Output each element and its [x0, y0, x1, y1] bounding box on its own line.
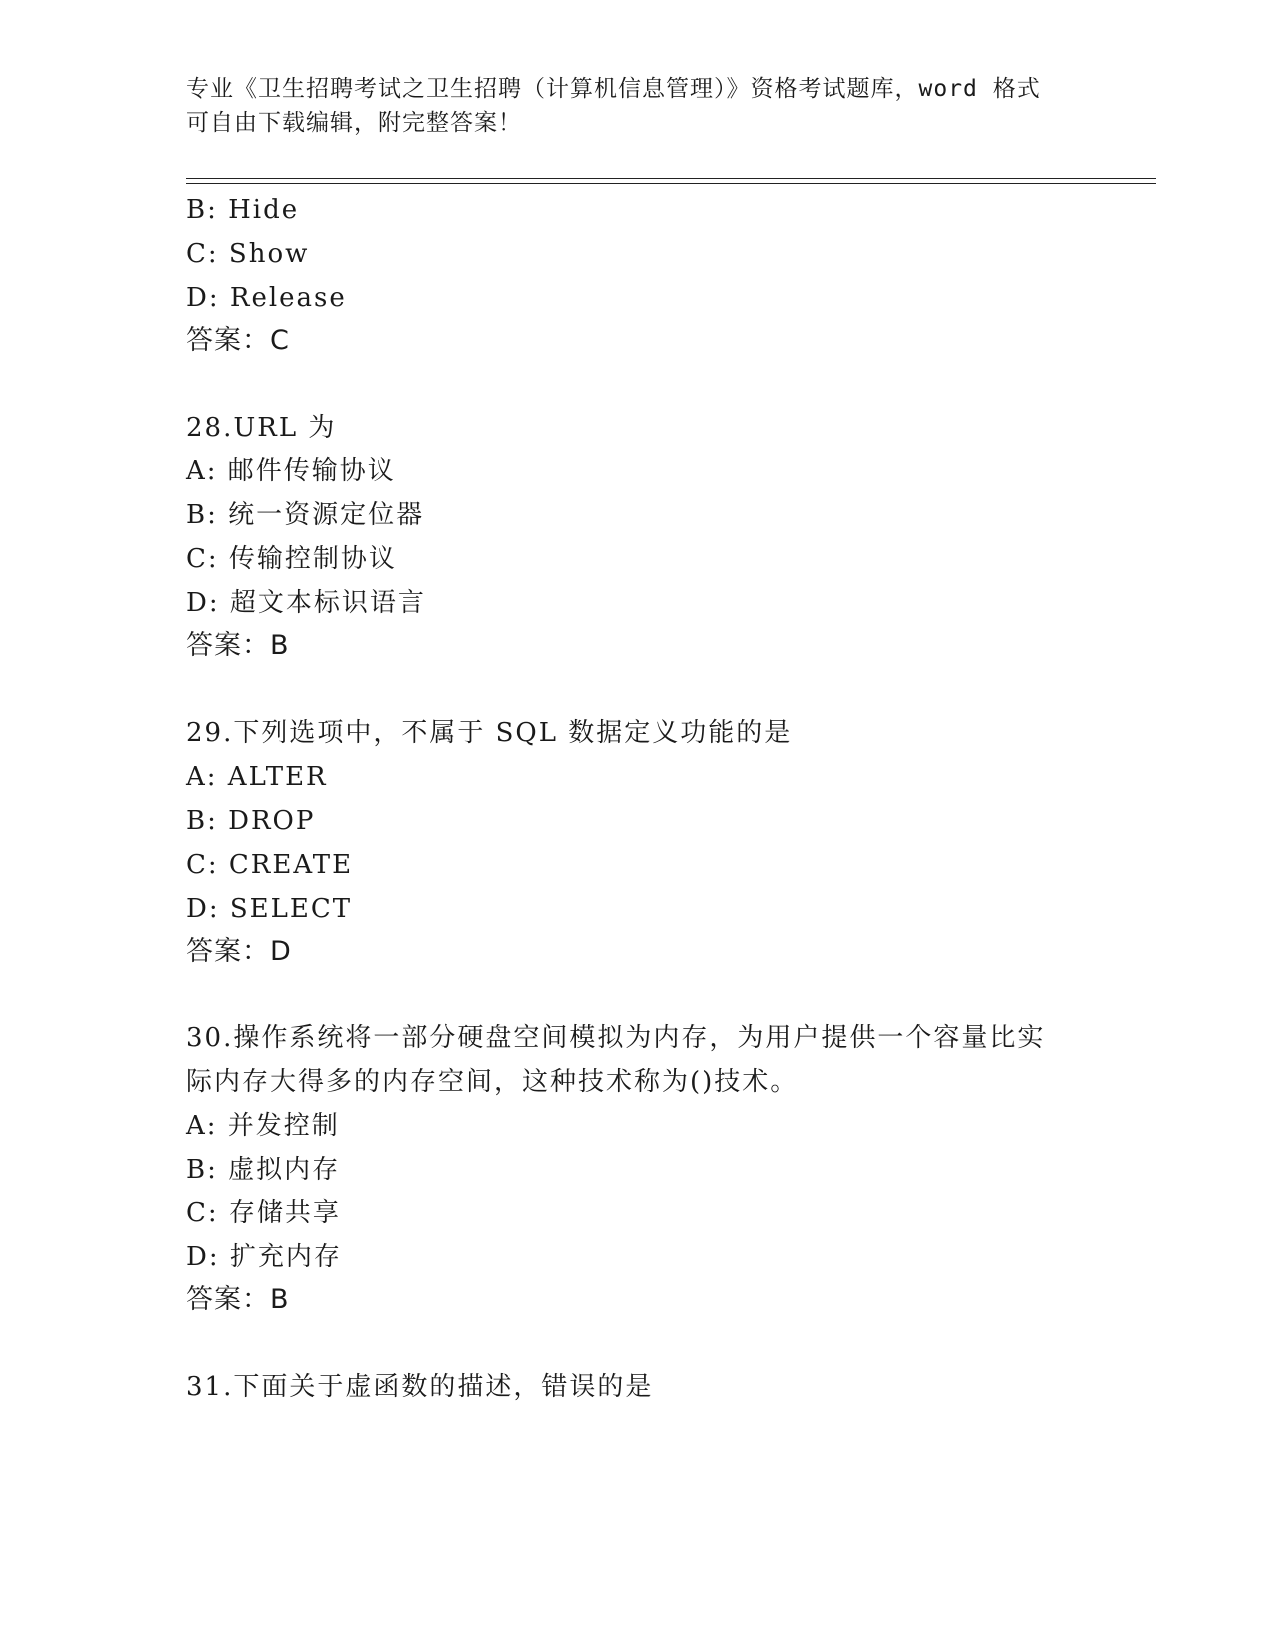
q29-answer: 答案：D: [186, 936, 292, 967]
q29-stem: 29.下列选项中，不属于 SQL 数据定义功能的是: [186, 718, 793, 748]
q30-stem-line-1: 30.操作系统将一部分硬盘空间模拟为内存，为用户提供一个容量比实: [186, 1023, 1046, 1053]
q29-option-a: A: ALTER: [186, 762, 328, 792]
q28-option-d: D: 超文本标识语言: [186, 588, 426, 618]
q30-answer: 答案：B: [186, 1284, 290, 1315]
header-divider-top: [186, 178, 1156, 179]
q28-stem: 28.URL 为: [186, 413, 337, 443]
q27-option-d: D: Release: [186, 283, 347, 313]
header-title-line-1: 专业《卫生招聘考试之卫生招聘（计算机信息管理）》资格考试题库，word 格式: [186, 76, 1041, 102]
q30-stem-line-2: 际内存大得多的内存空间，这种技术称为()技术。: [186, 1067, 799, 1097]
document-header: [186, 72, 1066, 140]
q27-option-c: C: Show: [186, 239, 310, 269]
q29-option-d: D: SELECT: [186, 894, 353, 924]
q27-option-b: B: Hide: [186, 195, 300, 225]
q30-option-b: B: 虚拟内存: [186, 1155, 341, 1185]
q29-option-c: C: CREATE: [186, 850, 354, 880]
q30-option-c: C: 存储共享: [186, 1198, 341, 1228]
q28-answer: 答案：B: [186, 630, 290, 661]
header-title-line-2: 可自由下载编辑，附完整答案！: [186, 110, 522, 136]
q27-answer: 答案：C: [186, 325, 290, 356]
header-divider-bottom: [186, 183, 1156, 184]
q30-option-d: D: 扩充内存: [186, 1242, 342, 1272]
q30-option-a: A: 并发控制: [186, 1111, 340, 1141]
q28-option-c: C: 传输控制协议: [186, 544, 397, 574]
q28-option-b: B: 统一资源定位器: [186, 500, 425, 530]
q31-stem: 31.下面关于虚函数的描述，错误的是: [186, 1372, 654, 1402]
q29-option-b: B: DROP: [186, 806, 316, 836]
q28-option-a: A: 邮件传输协议: [186, 456, 396, 486]
